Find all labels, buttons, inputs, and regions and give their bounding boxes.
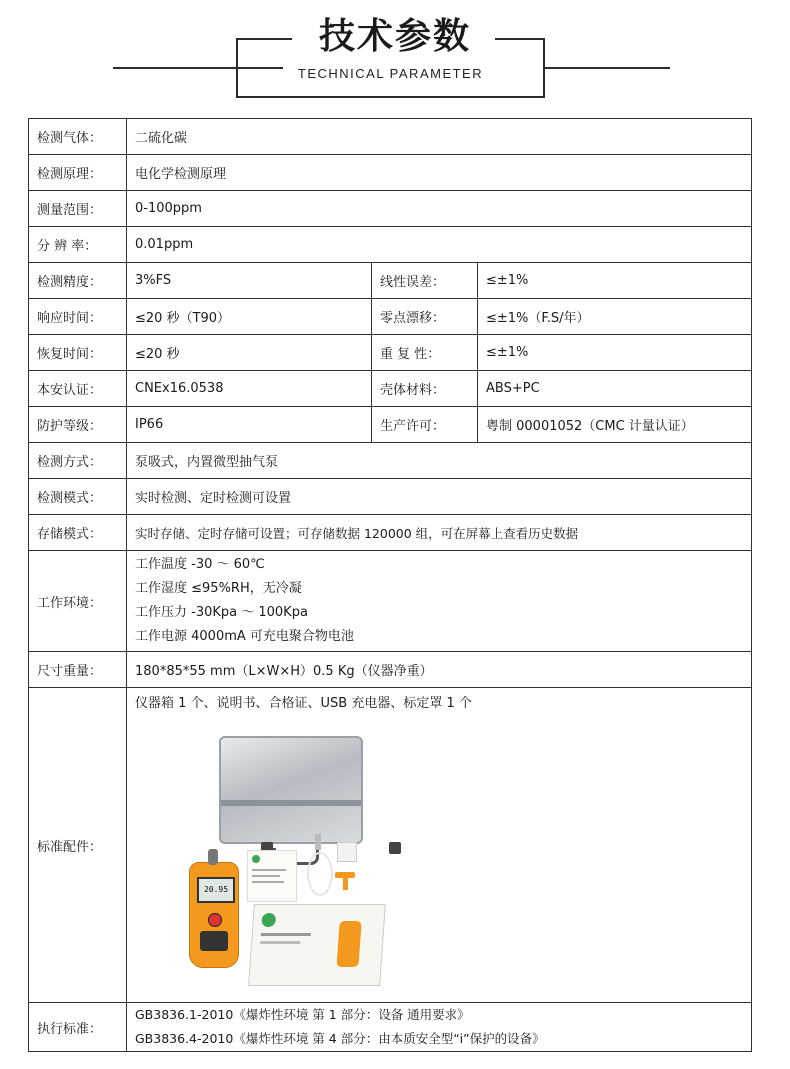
- usb-plug-icon: [315, 834, 321, 850]
- row-value: 实时存储、定时存储可设置；可存储数据 120000 组，可在屏幕上查看历史数据: [127, 515, 752, 551]
- row-label-secondary: 零点漂移：: [372, 299, 478, 335]
- usb-charger-image: [337, 842, 357, 862]
- row-label: 执行标准：: [29, 1003, 127, 1052]
- instrument-case-image: [219, 736, 363, 844]
- row-label: 防护等级：: [29, 407, 127, 443]
- table-row: [29, 515, 752, 551]
- environment-lines: [127, 551, 752, 652]
- accessories-cell: [127, 688, 752, 1003]
- row-label-secondary: 重 复 性：: [372, 335, 478, 371]
- usb-cable-image: [307, 852, 333, 896]
- table-row: [29, 407, 752, 443]
- manual-text-line: [260, 941, 300, 944]
- row-label: 检测原理：: [29, 155, 127, 191]
- user-manual-image: [248, 904, 386, 986]
- table-row: [29, 119, 752, 155]
- environment-line: 工作湿度 ≤95%RH，无冷凝: [135, 581, 302, 596]
- row-value: 0.01ppm: [127, 227, 752, 263]
- table-row: [29, 479, 752, 515]
- row-value: 二硫化碳: [127, 119, 752, 155]
- table-row: [29, 335, 752, 371]
- table-row: [29, 371, 752, 407]
- row-label: 标准配件：: [29, 688, 127, 1003]
- table-row-accessories: [29, 688, 752, 1003]
- brand-logo-icon: [261, 913, 276, 927]
- header-rule-top-right: [495, 38, 545, 40]
- row-value-secondary: 粤制 00001052（CMC 计量认证）: [478, 407, 752, 443]
- accessories-photo: [139, 722, 399, 1002]
- detector-sensor-nozzle: [208, 849, 218, 865]
- manual-device-illustration: [336, 921, 361, 967]
- row-label-secondary: 壳体材料：: [372, 371, 478, 407]
- table-row-environment: [29, 551, 752, 652]
- detector-screen: 20.95: [197, 877, 235, 903]
- row-value-secondary: ≤±1%: [478, 263, 752, 299]
- header-frame-right: [543, 38, 545, 98]
- row-value-secondary: ≤±1%（F.S/年）: [478, 299, 752, 335]
- table-row: [29, 191, 752, 227]
- table-row: [29, 443, 752, 479]
- table-row: [29, 263, 752, 299]
- case-latch-icon: [389, 842, 401, 854]
- accessories-text: 仪器箱 1 个、说明书、合格证、USB 充电器、标定罩 1 个: [135, 696, 472, 711]
- row-value: 泵吸式，内置微型抽气泵: [127, 443, 752, 479]
- row-label-secondary: 线性误差：: [372, 263, 478, 299]
- table-row: [29, 227, 752, 263]
- calibration-cap-stem: [343, 872, 348, 890]
- row-label: 工作环境：: [29, 551, 127, 652]
- detector-power-button-icon: [208, 913, 222, 927]
- row-label: 检测气体：: [29, 119, 127, 155]
- table-row: [29, 652, 752, 688]
- row-label: 存储模式：: [29, 515, 127, 551]
- table-row-standards: [29, 1003, 752, 1052]
- gas-detector-image: [189, 862, 239, 968]
- row-label: 检测模式：: [29, 479, 127, 515]
- row-value: 3%FS: [127, 263, 372, 299]
- case-rim: [221, 800, 361, 806]
- card-text-line: [252, 875, 280, 877]
- spec-table: [28, 118, 752, 1052]
- brand-logo-icon: [252, 855, 260, 863]
- row-label: 检测精度：: [29, 263, 127, 299]
- standards-lines: [127, 1003, 752, 1052]
- row-label: 分 辨 率：: [29, 227, 127, 263]
- row-value: ≤20 秒（T90）: [127, 299, 372, 335]
- environment-line: 工作压力 -30Kpa ～ 100Kpa: [135, 605, 308, 620]
- detector-keypad: [200, 931, 228, 951]
- header-rule-right: [545, 67, 670, 69]
- row-value: IP66: [127, 407, 372, 443]
- row-label: 恢复时间：: [29, 335, 127, 371]
- card-text-line: [252, 881, 284, 883]
- row-value-secondary: ≤±1%: [478, 335, 752, 371]
- row-label: 尺寸重量：: [29, 652, 127, 688]
- row-value: 电化学检测原理: [127, 155, 752, 191]
- page-title: 技术参数: [318, 16, 471, 57]
- row-label: 响应时间：: [29, 299, 127, 335]
- card-text-line: [252, 869, 286, 871]
- row-label: 检测方式：: [29, 443, 127, 479]
- row-value: ≤20 秒: [127, 335, 372, 371]
- environment-line: 工作电源 4000mA 可充电聚合物电池: [135, 629, 354, 644]
- row-label: 测量范围：: [29, 191, 127, 227]
- header-frame-bottom: [236, 96, 545, 98]
- row-label-secondary: 生产许可：: [372, 407, 478, 443]
- row-value: 180*85*55 mm（L×W×H）0.5 Kg（仪器净重）: [127, 652, 752, 688]
- standard-line: GB3836.4-2010《爆炸性环境 第 4 部分：由本质安全型“i”保护的设备》: [135, 1031, 545, 1046]
- table-row: [29, 155, 752, 191]
- row-value: 实时检测、定时检测可设置: [127, 479, 752, 515]
- environment-line: 工作温度 -30 ～ 60℃: [135, 557, 265, 572]
- standard-line: GB3836.1-2010《爆炸性环境 第 1 部分：设备 通用要求》: [135, 1007, 470, 1022]
- table-row: [29, 299, 752, 335]
- certificate-card-image: [247, 850, 297, 902]
- row-value: 0-100ppm: [127, 191, 752, 227]
- header-rule-top-left: [236, 38, 292, 40]
- manual-text-line: [261, 933, 311, 936]
- page-subtitle: TECHNICAL PARAMETER: [297, 66, 484, 81]
- row-value: CNEx16.0538: [127, 371, 372, 407]
- row-value-secondary: ABS+PC: [478, 371, 752, 407]
- row-label: 本安认证：: [29, 371, 127, 407]
